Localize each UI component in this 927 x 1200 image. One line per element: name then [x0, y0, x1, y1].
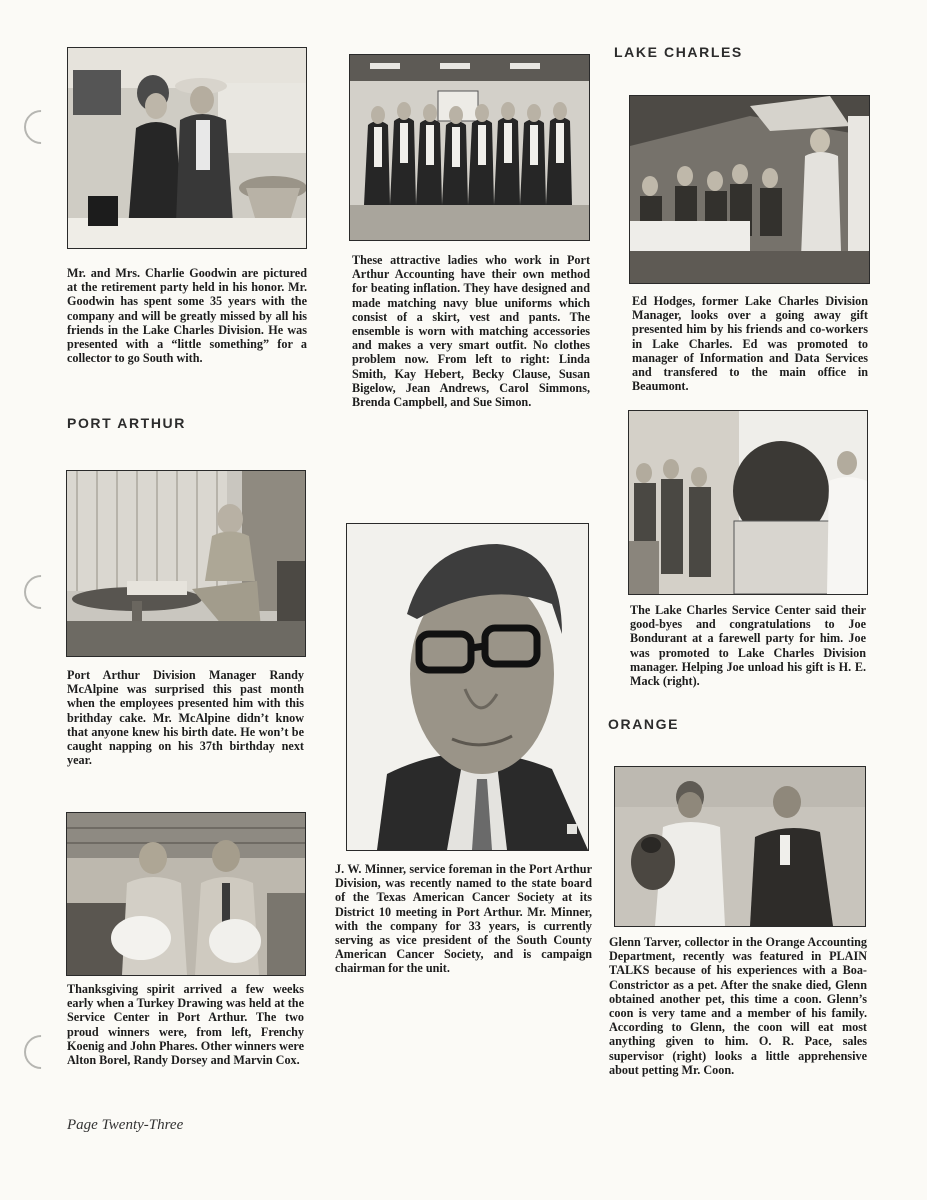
tarver-caption: Glenn Tarver, collector in the Orange Accounting Department, recently was featured in PLAIN TALKS because of his experiences with a Boa-Constrictor as a pet. After the snake died, Glenn obtained another pet, this time a coon. Glenn’s coon is very tame and a member of his family. According to Glenn, the coon will eat most anything given to him. O. R. Pace, sales supervisor (right) looks a little apprehensive about petting Mr. Coon.: [609, 935, 867, 1077]
accounting-ladies-caption: These attractive ladies who work in Port Arthur Accounting have their own method for beating inflation. They have designed and made matching navy blue uniforms which consist of a skirt, vest and pants. The ensemble is worn with matching accessories and makes a very smart outfit. No clothes problem now. From left to right: Linda Smith, Kay Hebert, Becky Clause, Susan Bigelow, Jean Andrews, Carol Simmons, Brenda Campbell, and Sue Simon.: [352, 253, 590, 410]
bondurant-photo: [628, 410, 868, 595]
binder-hole: [17, 1028, 65, 1076]
port-arthur-heading: PORT ARTHUR: [67, 415, 186, 431]
binder-hole: [17, 568, 65, 616]
mcalpine-photo: [66, 470, 306, 657]
minner-portrait-photo: [346, 523, 589, 851]
mcalpine-caption: Port Arthur Division Manager Randy McAlpine was surprised this past month when the employees presented him with this brithday cake. Mr. McAlpine didn’t know that anyone knew his birth date. He won’t be caught napping on his 37th birthday next year.: [67, 668, 304, 768]
hodges-photo: [629, 95, 870, 284]
turkey-caption: Thanksgiving spirit arrived a few weeks early when a Turkey Drawing was held at the Service Center in Port Arthur. The two proud winners were, from left, Frenchy Koenig and John Phares. Other winners were Alton Borel, Randy Dorsey and Marvin Cox.: [67, 982, 304, 1068]
accounting-ladies-photo: [349, 54, 590, 241]
binder-hole: [17, 103, 65, 151]
turkey-photo: [66, 812, 306, 976]
lake-charles-heading: LAKE CHARLES: [614, 44, 743, 60]
goodwin-photo: [67, 47, 307, 249]
hodges-caption: Ed Hodges, former Lake Charles Division Manager, looks over a going away gift presented him by his friends and co-workers in Lake Charles. Ed was promoted to manager of Information and Data Services and transfered to the main office in Beaumont.: [632, 294, 868, 394]
page-number: Page Twenty-Three: [67, 1117, 184, 1133]
goodwin-caption: Mr. and Mrs. Charlie Goodwin are pictured at the retirement party held in his honor. Mr. Goodwin has spent some 35 years with the company and will be greatly missed by all his friends in the Lake Charles Division. He was presented with a “little something” for a collector to go South with.: [67, 266, 307, 366]
orange-heading: ORANGE: [608, 716, 680, 732]
tarver-coon-photo: [614, 766, 866, 927]
minner-caption: J. W. Minner, service foreman in the Port Arthur Division, was recently named to the state board of the Texas American Cancer Society at its District 10 meeting in Port Arthur. Mr. Minner, with the company for 33 years, is currently serving as vice president of the South County American Cancer Society, and is campaign chairman for the unit.: [335, 862, 592, 976]
bondurant-caption: The Lake Charles Service Center said their good-byes and congratulations to Joe Bondurant at a farewell party for him. Joe was promoted to Lake Charles Division manager. Helping Joe unload his gift is H. E. Mack (right).: [630, 603, 866, 689]
